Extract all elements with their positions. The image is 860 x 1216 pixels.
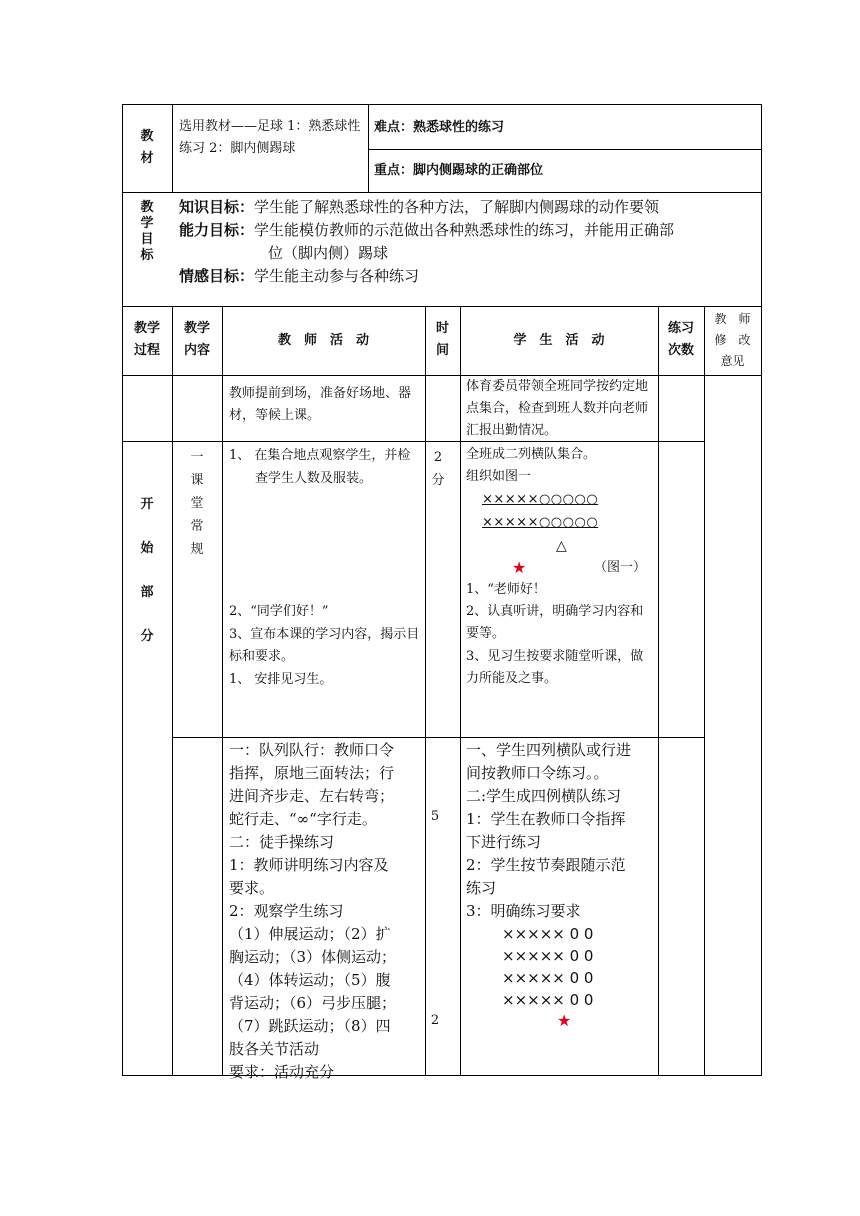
formation-row-1 [482, 489, 658, 511]
goal-emotion-text: 学生能主动参与各种练习 [254, 267, 420, 285]
routine-student-5: 3、见习生按要求随堂听课，做力所能及之事。 [466, 649, 644, 686]
prep-teacher: 教师提前到场，准备好场地、器材，等候上课。 [229, 386, 412, 423]
goal-ability-cont: 位（脚内侧）踢球 [268, 244, 389, 262]
routine-time: 2 分 [431, 450, 445, 488]
routine-student-2: 组织如图一 [466, 469, 532, 484]
goal-ability-text: 学生能模仿教师的示范做出各种熟悉球性的练习，并能用正确部 [254, 221, 675, 239]
warmup-formation [502, 923, 652, 1011]
formation-row-2 [482, 512, 658, 534]
section-label-start: 开 始 部 分 [140, 497, 154, 644]
col-content: 教学 内容 [183, 321, 210, 358]
formation-row-2-text: ×××××○○○○○ [482, 515, 599, 530]
goal-emotion [179, 264, 759, 288]
figure-label: （图一） [594, 560, 647, 575]
divider-header-top [122, 306, 762, 307]
warmup-student-line: 间按教师口令练习。。 [466, 764, 609, 782]
warmup-teacher-line: 2：观察学生练习 [229, 902, 344, 920]
divider-time [460, 306, 461, 1076]
warmup-student-line: 一、学生四列横队或行进 [466, 741, 632, 759]
goal-ability [179, 218, 759, 242]
warmup-teacher-line: 要求：活动充分 [229, 1063, 335, 1081]
table-border-right [761, 104, 762, 1076]
routine-content: 一 课 堂 常 规 [190, 450, 204, 557]
goal-knowledge-text: 学生能了解熟悉球性的各种方法，了解脚内侧踢球的动作要领 [254, 198, 660, 216]
routine-teacher-1: 1、 在集合地点观察学生，并检查学生人数及服装。 [229, 448, 411, 486]
routine-teacher-3: 3、宣布本课的学习内容，揭示目标和要求。 [229, 627, 420, 664]
divider-routine-bottom [172, 737, 704, 738]
warmup-teacher-line: 1：教师讲明练习内容及 [229, 856, 389, 874]
warmup-student-line: 练习 [466, 879, 497, 897]
divider-goals-top [122, 192, 762, 193]
warmup-teacher-line: （7）跳跃运动；（8）四 [229, 1017, 391, 1035]
warmup-student-line: 2：学生按节奏跟随示范 [466, 856, 626, 874]
warmup-teacher-line: 一：队列队行：教师口令 [229, 741, 395, 759]
col-teacher: 教 师 活 动 [277, 333, 369, 348]
teacher-triangle-icon: △ [556, 538, 567, 554]
routine-teacher-4: 1、 安排见习生。 [229, 672, 333, 687]
table-border-top [122, 104, 762, 105]
key-point: 重点：脚内侧踢球的正确部位 [374, 163, 544, 178]
routine-student-3: 1、“老师好！ [466, 582, 546, 597]
warmup-teacher-line: 指挥，原地三面转法；行 [229, 764, 395, 782]
warmup-student-line: 二:学生成四例横队练习 [466, 787, 622, 805]
warmup-teacher [229, 739, 423, 1084]
warmup-formation-row: ××××× 0 0 [502, 925, 594, 943]
routine-student-4: 2、认真听讲，明确学习内容和要等。 [466, 604, 644, 641]
divider-difficulty [368, 149, 762, 150]
goals-label: 教 学 目 标 [140, 200, 154, 263]
divider-teacher [425, 306, 426, 1076]
col-notes: 教 师 修 改 意见 [714, 312, 751, 368]
warmup-student-line: 3：明确练习要求 [466, 902, 581, 920]
divider-content-header [368, 104, 369, 193]
prep-student: 体育委员带领全班同学按约定地点集合，检查到班人数并向老师汇报出勤情况。 [466, 379, 649, 438]
warmup-teacher-line: 背运动；（6）弓步压腿； [229, 994, 397, 1012]
star-icon: ★ [512, 558, 527, 577]
table-border-bottom [122, 1075, 762, 1076]
warmup-teacher-line: 要求。 [229, 879, 275, 897]
col-count: 练习 次数 [667, 321, 694, 358]
col-student: 学 生 活 动 [513, 333, 605, 348]
divider-content [222, 306, 223, 1076]
col-time: 时 间 [435, 321, 449, 358]
routine-teacher-2: 2、“同学们好！” [229, 604, 329, 619]
jiaocai-content: 选用教材——足球 1：熟悉球性练习 2：脚内侧踢球 [179, 119, 361, 156]
warmup-formation-row: ××××× 0 0 [502, 947, 594, 965]
goal-emotion-label: 情感目标： [179, 267, 255, 285]
jiaocai-label: 教 材 [140, 129, 154, 166]
warmup-student-line: 1：学生在教师口令指挥 [466, 810, 626, 828]
warmup-teacher-line: 蛇行走、“∞“字行走。 [229, 810, 377, 828]
warmup-teacher-line: 胸运动；（3）体侧运动； [229, 948, 397, 966]
warmup-time-2: 2 [430, 1013, 440, 1028]
routine-student-1: 全班成二列横队集合。 [466, 447, 597, 462]
goal-knowledge-label: 知识目标： [179, 198, 255, 216]
warmup-teacher-line: （4）体转运动；（5）腹 [229, 971, 391, 989]
goal-ability-label: 能力目标： [179, 221, 255, 239]
warmup-star-icon: ★ [557, 1011, 572, 1030]
divider-count [704, 306, 705, 1076]
warmup-teacher-line: 进间齐步走、左右转弯； [229, 787, 395, 805]
warmup-formation-row: ××××× 0 0 [502, 991, 594, 1009]
difficulty-point: 难点：熟悉球性的练习 [374, 120, 505, 135]
warmup-student-line: 下进行练习 [466, 833, 542, 851]
divider-student [658, 306, 659, 1076]
formation-row-1-text: ×××××○○○○○ [482, 492, 599, 507]
warmup-student [466, 739, 658, 923]
divider-process [172, 306, 173, 1076]
col-process: 教学 过程 [133, 321, 160, 358]
warmup-teacher-line: 肢各关节活动 [229, 1040, 320, 1058]
warmup-time-1: 5 [430, 809, 440, 824]
warmup-formation-row: ××××× 0 0 [502, 969, 594, 987]
divider-jiaocai [172, 104, 173, 193]
warmup-teacher-line: 二：徒手操练习 [229, 833, 335, 851]
goal-knowledge [179, 195, 759, 219]
divider-header-bottom [122, 375, 762, 376]
warmup-teacher-line: （1）伸展运动；（2）扩 [229, 925, 391, 943]
